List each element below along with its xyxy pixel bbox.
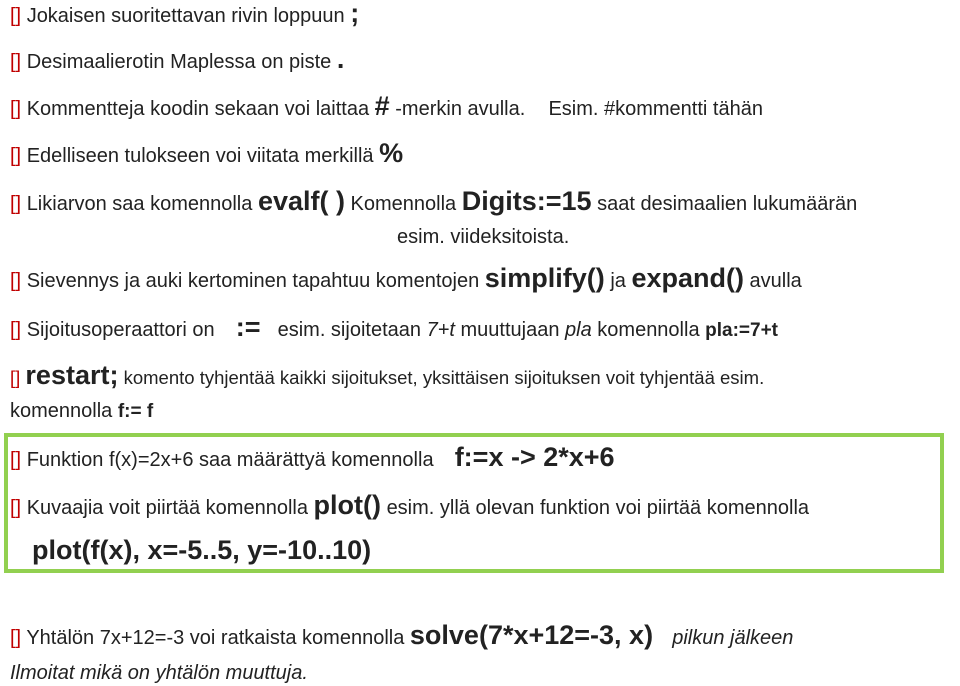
line-text: Funktion f(x)=2x+6 saa määrättyä komennolla bbox=[26, 449, 434, 471]
line-text: Yhtälön 7x+12=-3 voi ratkaista komennolla bbox=[26, 627, 405, 649]
line-solve-cont bbox=[10, 660, 308, 686]
code-unassign: f:= f bbox=[117, 401, 154, 422]
line-text: Edelliseen tulokseen voi viitata merkillä bbox=[26, 145, 374, 167]
line-text-3: muuttujaan bbox=[460, 319, 560, 341]
italic-expr: 7+t bbox=[426, 319, 455, 341]
code-dot: . bbox=[336, 44, 345, 74]
line-example: Esim. #kommentti tähän bbox=[548, 98, 763, 120]
line-text: Desimaalierotin Maplessa on piste bbox=[26, 51, 332, 73]
bracket: [] bbox=[10, 193, 22, 215]
line-text-4: komennolla bbox=[597, 319, 700, 341]
italic-var: pla bbox=[565, 319, 592, 341]
line-comments bbox=[10, 93, 763, 122]
line-evalf bbox=[10, 188, 857, 217]
bracket: [] bbox=[10, 5, 22, 27]
code-hash: # bbox=[374, 91, 390, 121]
line-text: komento tyhjentää kaikki sijoitukset, yksittäisen sijoituksen voit tyhjentää esim. bbox=[123, 367, 765, 388]
code-pla: pla:=7+t bbox=[705, 320, 779, 341]
code-plot: plot() bbox=[313, 490, 381, 520]
line-text: Sievennys ja auki kertominen tapahtuu komentojen bbox=[26, 270, 480, 292]
line-plot bbox=[10, 492, 809, 521]
bracket: [] bbox=[10, 627, 22, 649]
code-restart: restart; bbox=[25, 360, 119, 390]
code-digits: Digits:=15 bbox=[461, 186, 592, 216]
line-text-2: Komennolla bbox=[350, 193, 457, 215]
code-plot-example: plot(f(x), x=-5..5, y=-10..10) bbox=[32, 535, 372, 565]
line-restart bbox=[10, 362, 764, 391]
bracket: [] bbox=[10, 145, 22, 167]
italic-note: pilkun jälkeen bbox=[672, 627, 794, 649]
line-text: Kommentteja koodin sekaan voi laittaa bbox=[26, 98, 370, 120]
line-text: Likiarvon saa komennolla bbox=[26, 193, 253, 215]
code-evalf: evalf( ) bbox=[257, 186, 345, 216]
line-statement-end bbox=[10, 0, 359, 29]
line-previous-result bbox=[10, 140, 403, 169]
bracket: [] bbox=[10, 449, 22, 471]
code-function: f:=x -> 2*x+6 bbox=[454, 442, 615, 472]
line-decimal-point bbox=[10, 46, 344, 75]
line-text-2: esim. sijoitetaan bbox=[277, 319, 421, 341]
bracket: [] bbox=[10, 98, 22, 120]
bracket: [] bbox=[10, 497, 22, 519]
line-simplify-expand bbox=[10, 265, 802, 294]
code-assign: := bbox=[235, 312, 261, 342]
line-evalf-cont bbox=[397, 224, 569, 250]
code-percent: % bbox=[379, 138, 404, 168]
line-text-mid: ja bbox=[610, 270, 626, 292]
code-expand: expand() bbox=[631, 263, 744, 293]
line-plot-cont bbox=[32, 537, 371, 566]
bracket: [] bbox=[10, 51, 22, 73]
line-text: Kuvaajia voit piirtää komennolla bbox=[26, 497, 308, 519]
line-text-after: esim. yllä olevan funktion voi piirtää komennolla bbox=[386, 497, 810, 519]
code-simplify: simplify() bbox=[484, 263, 605, 293]
bracket: [] bbox=[10, 270, 22, 292]
italic-note-cont: Ilmoitat mikä on yhtälön muuttuja. bbox=[10, 662, 308, 684]
code-solve: solve(7*x+12=-3, x) bbox=[409, 620, 654, 650]
line-assignment bbox=[10, 314, 778, 344]
line-solve bbox=[10, 622, 793, 651]
line-text: esim. viideksitoista. bbox=[397, 226, 570, 248]
line-text: Jokaisen suoritettavan rivin loppuun bbox=[26, 5, 345, 27]
line-text-after: avulla bbox=[749, 270, 802, 292]
bracket: [] bbox=[10, 319, 22, 341]
line-text-after: -merkin avulla. bbox=[395, 98, 526, 120]
line-text-3: saat desimaalien lukumäärän bbox=[597, 193, 858, 215]
bracket: [] bbox=[10, 367, 21, 388]
line-function bbox=[10, 444, 615, 473]
line-text: komennolla bbox=[10, 400, 113, 422]
line-text: Sijoitusoperaattori on bbox=[26, 319, 215, 341]
line-restart-cont bbox=[10, 398, 153, 425]
code-semicolon: ; bbox=[350, 0, 360, 28]
